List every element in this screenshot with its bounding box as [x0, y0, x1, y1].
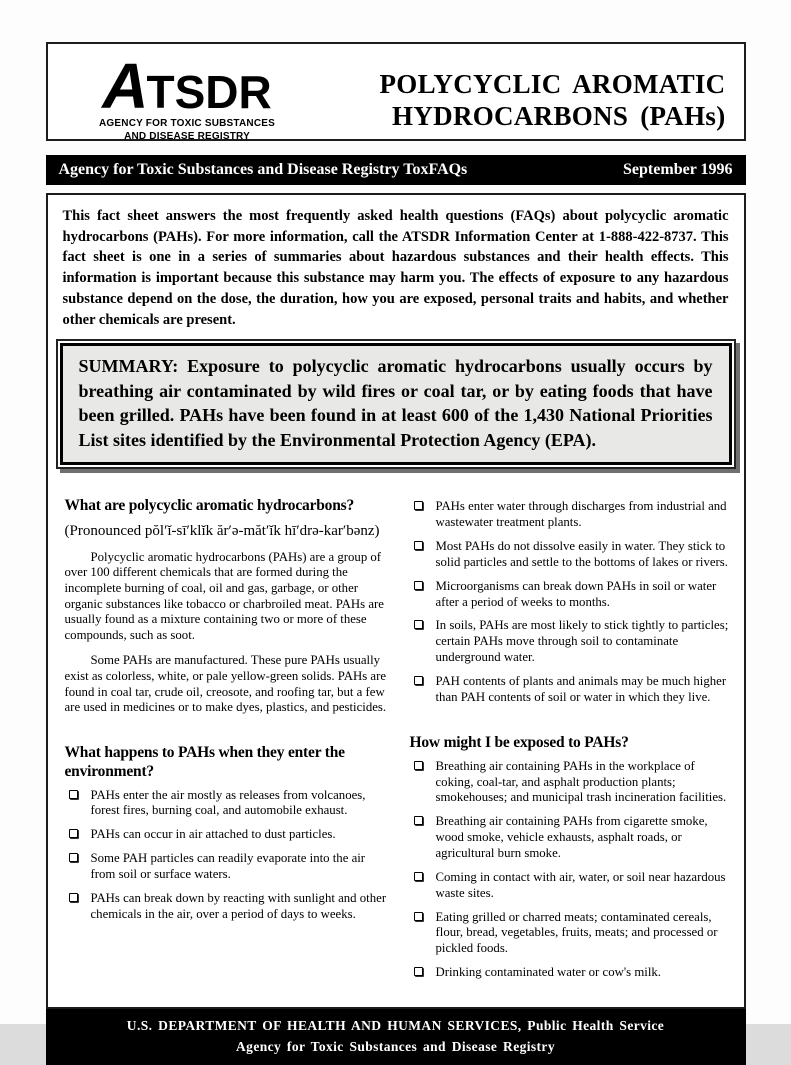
bullet-text: Coming in contact with air, water, or soil near hazardous waste sites.: [435, 869, 726, 900]
bullet-text: Breathing air containing PAHs from cigarette smoke, wood smoke, vehicle exhausts, asphalt roads, or agricultural burn smoke.: [435, 814, 708, 860]
page-title: [380, 68, 726, 131]
list-item: [65, 891, 393, 923]
checkbox-bullet-icon: [69, 790, 78, 799]
footer-line1: U.S. DEPARTMENT OF HEALTH AND HUMAN SERVICES, Public Health Service: [126, 1018, 665, 1034]
logo-subtitle-line1: AGENCY FOR TOXIC SUBSTANCES: [99, 118, 275, 129]
section-heading-environment: What happens to PAHs when they enter the environment?: [64, 743, 345, 780]
bullet-text: PAHs can occur in air attached to dust particles.: [90, 827, 336, 842]
checkbox-bullet-icon: [414, 761, 423, 770]
bullet-text: PAHs enter the air mostly as releases from volcanoes, forest fires, burning coal, and automobile exhaust.: [90, 787, 366, 818]
banner-agency-text: Agency for Toxic Substances and Disease Registry ToxFAQs: [58, 161, 468, 178]
bullet-text: Some PAH particles can readily evaporate into the air from soil or surface waters.: [90, 851, 366, 882]
bullet-text: Most PAHs do not dissolve easily in water. They stick to solid particles and settle to the bottoms of lakes or rivers.: [435, 539, 728, 569]
bullet-text: PAHs can break down by reacting with sunlight and other chemicals in the air, over a period of days to weeks.: [90, 890, 387, 921]
paragraph: Polycyclic aromatic hydrocarbons (PAHs) are a group of over 100 different chemicals that are formed during the incomplete burning of coal, oil and gas, garbage, or other organic substances like tobacco or charbroiled meat. PAHs are usually found as a mixture containing two or more of these compounds, such as soot.: [64, 549, 384, 642]
summary-text: SUMMARY: Exposure to polycyclic aromatic hydrocarbons usually occurs by breathing air contaminated by wild fires or coal tar, or by eating foods that have been grilled. PAHs have been found in at least 600 of the 1,430 National Priorities List sites identified by the Environmental Protection Agency (EPA).: [60, 343, 732, 465]
checkbox-bullet-icon: [414, 967, 423, 976]
summary-box: [56, 339, 736, 469]
main-content-box: [46, 193, 746, 1009]
bullet-text: Eating grilled or charred meats; contaminated cereals, flour, bread, vegetables, fruits, meats; and processed or pickled foods.: [435, 909, 718, 956]
checkbox-bullet-icon: [69, 829, 78, 838]
list-item: [410, 499, 729, 531]
list-item: [410, 539, 729, 571]
list-item: [410, 618, 729, 666]
checkbox-bullet-icon: [414, 816, 423, 825]
bullet-text: Microorganisms can break down PAHs in soil or water after a period of weeks to months.: [435, 578, 717, 609]
list-item: [410, 965, 729, 981]
list-item: [410, 814, 729, 862]
list-item: [410, 579, 729, 611]
section-heading-exposed: How might I be exposed to PAHs?: [409, 733, 629, 751]
checkbox-bullet-icon: [414, 912, 423, 921]
banner-bar: [46, 155, 746, 185]
bullet-text: Breathing air containing PAHs in the workplace of coking, coal-tar, and asphalt production plants; smokehouses; and municipal trash incineration facilities.: [435, 758, 727, 805]
logo-letters-tsdr: TSDR: [146, 66, 272, 118]
checkbox-bullet-icon: [414, 581, 423, 590]
section-heading-what-are-pahs: What are polycyclic aromatic hydrocarbons?: [64, 497, 355, 515]
left-column: [65, 487, 393, 989]
atsdr-logo: [70, 50, 305, 142]
intro-paragraph: This fact sheet answers the most frequently asked health questions (FAQs) about polycyclic aromatic hydrocarbons (PAHs). For more information, call the ATSDR Information Center at 1-888-422-8737. This fact sheet is one in a series of summaries about hazardous substances and their health effects. This information is important because this substance may harm you. The effects of exposure to any hazardous substance depend on the dose, the duration, how you are exposed, personal traits and habits, and whether other chemicals are present.: [62, 208, 729, 328]
two-column-layout: [48, 481, 744, 1007]
atsdr-logo-wordmark: [70, 50, 305, 122]
checkbox-bullet-icon: [414, 872, 423, 881]
list-item: [410, 674, 729, 706]
checkbox-bullet-icon: [414, 676, 423, 685]
list-item: [410, 870, 729, 902]
list-item: [65, 827, 393, 843]
footer-bar: [46, 1009, 746, 1065]
list-item: [65, 788, 393, 820]
bullet-text: PAH contents of plants and animals may be much higher than PAH contents of soil or water in which they live.: [435, 674, 727, 704]
paragraph: Some PAHs are manufactured. These pure PAHs usually exist as colorless, white, or pale yellow-green solids. PAHs are found in coal tar, crude oil, creosote, and roofing tar, but a few are used in medicines or to make dyes, plastics, and pesticides.: [64, 653, 387, 715]
checkbox-bullet-icon: [414, 501, 423, 510]
checkbox-bullet-icon: [69, 853, 78, 862]
document-sheet: [46, 0, 746, 1065]
header: [46, 42, 746, 141]
footer-line2: Agency for Toxic Substances and Disease Registry: [236, 1038, 555, 1054]
checkbox-bullet-icon: [414, 620, 423, 629]
list-item: [410, 910, 729, 958]
banner-date: September 1996: [623, 161, 733, 178]
pronunciation: (Pronounced pŏl′ĭ-sī′klĭk ăr′ə-măt′ĭk hī′drə-kar′bənz): [64, 523, 380, 540]
list-item: [65, 851, 393, 883]
bullet-text: Drinking contaminated water or cow's milk.: [435, 965, 661, 980]
logo-subtitle-line2: AND DISEASE REGISTRY: [124, 130, 250, 142]
checkbox-bullet-icon: [414, 541, 423, 550]
bullet-text: PAHs enter water through discharges from industrial and wastewater treatment plants.: [435, 499, 727, 530]
logo-letter-a: A: [102, 50, 147, 122]
bullet-text: In soils, PAHs are most likely to stick tightly to particles; certain PAHs move through soil to contaminate underground water.: [435, 618, 729, 665]
checkbox-bullet-icon: [69, 893, 78, 902]
list-item: [410, 759, 729, 807]
page-title-line2: HYDROCARBONS (PAHs): [392, 101, 726, 132]
page-title-line1: POLYCYCLIC AROMATIC: [379, 69, 726, 99]
right-column: [410, 487, 729, 989]
